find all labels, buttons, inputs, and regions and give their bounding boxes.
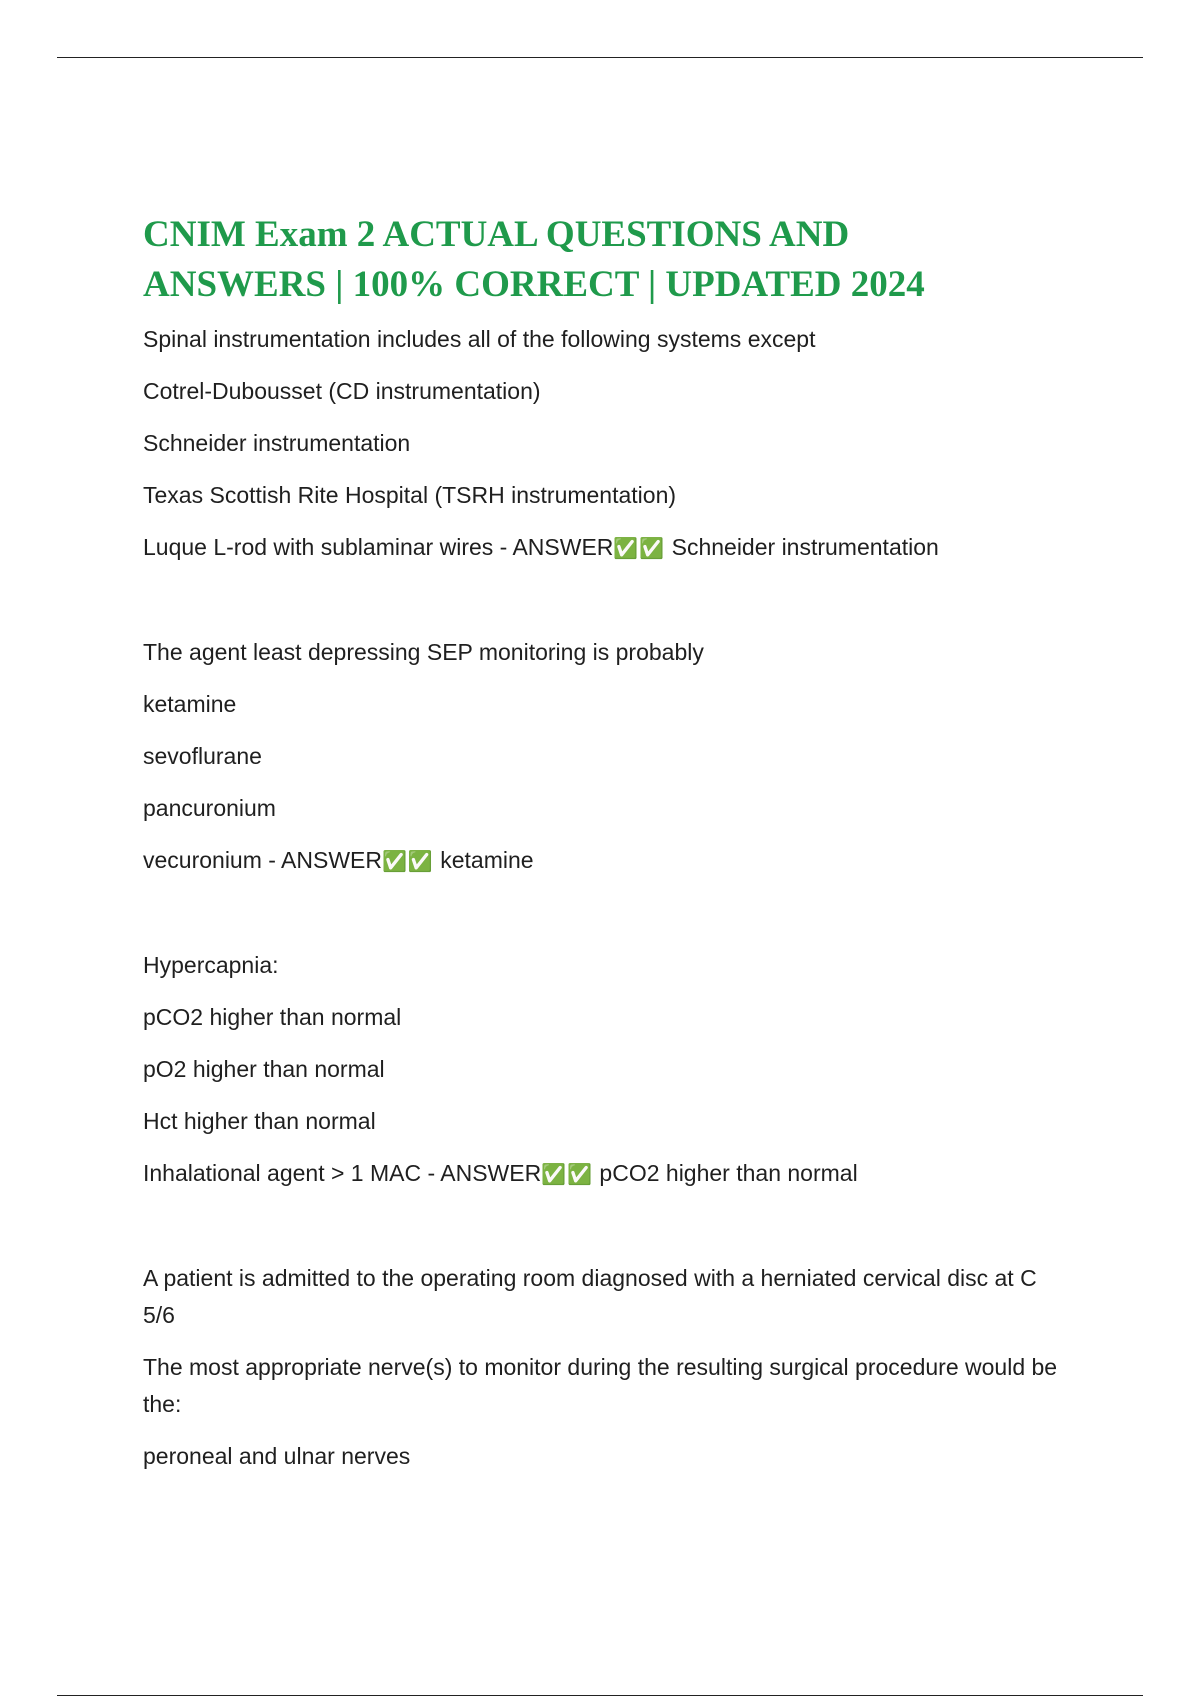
question-list (143, 321, 1073, 1475)
bottom-rule (57, 1695, 1143, 1696)
answer-option: Hct higher than normal (143, 1108, 376, 1134)
spacer (143, 895, 1073, 947)
check-mark-icon: ✅✅ (613, 536, 666, 560)
answer-option: Schneider instrumentation (143, 430, 411, 456)
last-option-text: Inhalational agent > 1 MAC - ANSWER (143, 1160, 542, 1186)
answer-option: peroneal and ulnar nerves (143, 1443, 411, 1469)
document-title (143, 210, 1073, 310)
answer-option: pancuronium (143, 795, 276, 821)
question-block (143, 321, 1073, 567)
answer-option: sevoflurane (143, 743, 262, 769)
question-block (143, 634, 1073, 880)
question-text: A patient is admitted to the operating room diagnosed with a herniated cervical disc at C 5/6 (143, 1265, 1037, 1328)
question-text: The most appropriate nerve(s) to monitor during the resulting surgical procedure would be the: (143, 1354, 1058, 1417)
check-mark-icon: ✅✅ (541, 1162, 594, 1186)
question-text: Spinal instrumentation includes all of the following systems except (143, 326, 816, 352)
correct-answer: pCO2 higher than normal (593, 1160, 858, 1186)
title-line-2: ANSWERS | 100% CORRECT | UPDATED 2024 (143, 264, 925, 305)
question-block (143, 1260, 1073, 1475)
spacer (143, 582, 1073, 634)
answer-option-with-answer (143, 1155, 1073, 1193)
answer-option-with-answer (143, 529, 1073, 567)
document-content (143, 210, 1073, 1490)
top-rule (57, 57, 1143, 58)
answer-option: Texas Scottish Rite Hospital (TSRH instrumentation) (143, 482, 677, 508)
answer-option-with-answer (143, 842, 1073, 880)
answer-option: ketamine (143, 691, 237, 717)
answer-option: pCO2 higher than normal (143, 1004, 402, 1030)
last-option-text: vecuronium - ANSWER (143, 847, 383, 873)
last-option-text: Luque L-rod with sublaminar wires - ANSWER (143, 534, 614, 560)
question-text: The agent least depressing SEP monitoring is probably (143, 639, 704, 665)
title-line-1: CNIM Exam 2 ACTUAL QUESTIONS AND (143, 214, 850, 255)
correct-answer: Schneider instrumentation (665, 534, 939, 560)
check-mark-icon: ✅✅ (382, 849, 434, 873)
correct-answer: ketamine (433, 847, 534, 873)
question-block (143, 947, 1073, 1193)
spacer (143, 1208, 1073, 1260)
question-text: Hypercapnia: (143, 952, 279, 978)
answer-option: pO2 higher than normal (143, 1056, 385, 1082)
answer-option: Cotrel-Dubousset (CD instrumentation) (143, 378, 541, 404)
